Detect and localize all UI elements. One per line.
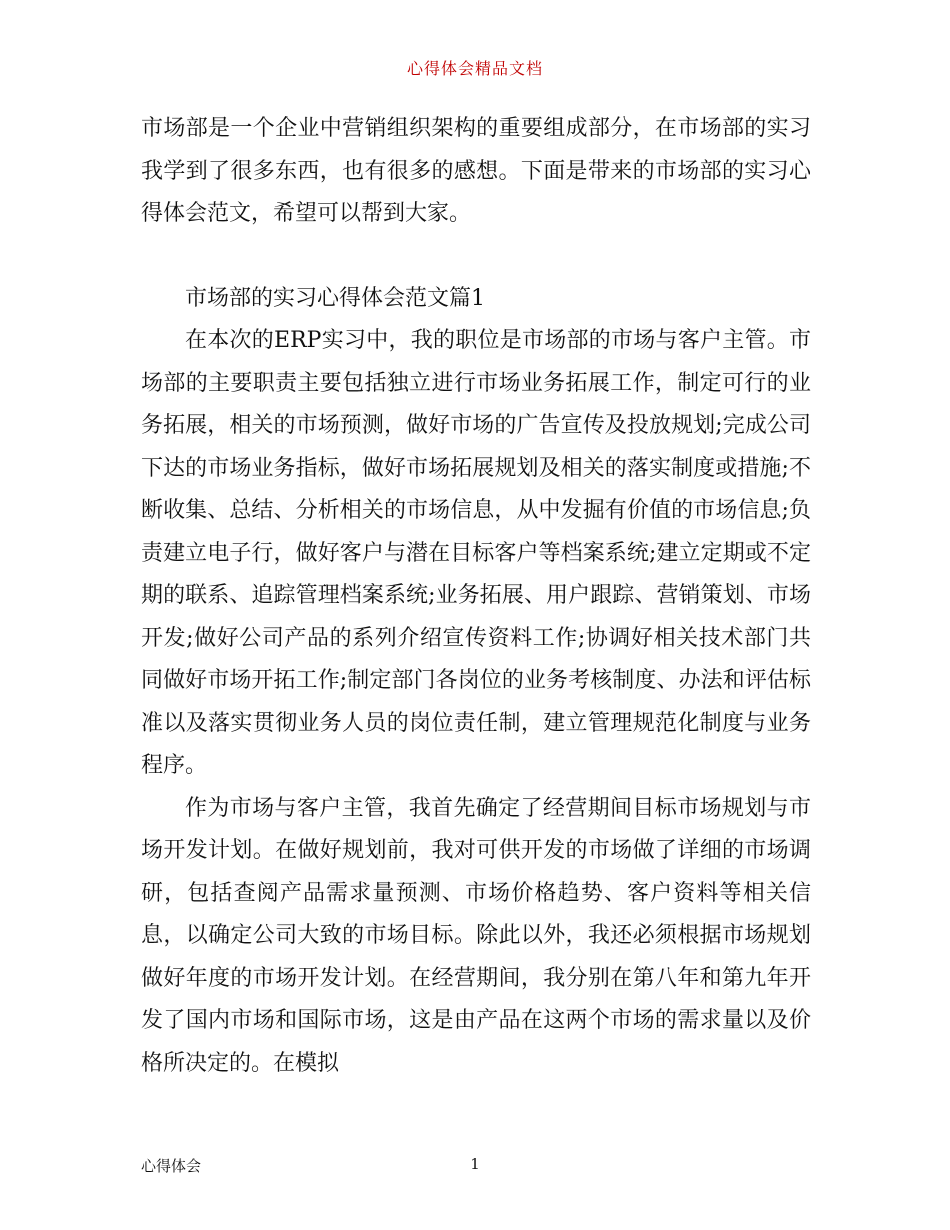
body-paragraph-1: 在本次的ERP实习中，我的职位是市场部的市场与客户主管。市场部的主要职责主要包括独立进行市场业务拓展工作，制定可行的业务拓展，相关的市场预测，做好市场的广告宣传及投放规划;完成公司下达的市场业务指标，做好市场拓展规划及相关的落实制度或措施;不断收集、总结、分析相关的市场信息，从中发掘有价值的市场信息;负责建立电子行，做好客户与潜在目标客户等档案系统;建立定期或不定期的联系、追踪管理档案系统;业务拓展、用户跟踪、营销策划、市场开发;做好公司产品的系列介绍宣传资料工作;协调好相关技术部门共同做好市场开拓工作;制定部门各岗位的业务考核制度、办法和评估标准以及落实贯彻业务人员的岗位责任制，建立管理规范化制度与业务程序。 [141, 328, 811, 778]
document-header-title: 心得体会精品文档 [406, 59, 543, 78]
document-body [141, 108, 811, 1085]
page-number: 1 [470, 1155, 480, 1173]
section-title: 市场部的实习心得体会范文篇1 [185, 285, 485, 311]
body-paragraph-2: 作为市场与客户主管，我首先确定了经营期间目标市场规划与市场开发计划。在做好规划前，我对可供开发的市场做了详细的市场调研，包括查阅产品需求量预测、市场价格趋势、客户资料等相关信息，以确定公司大致的市场目标。除此以外，我还必须根据市场规划做好年度的市场开发计划。在经营期间，我分别在第八年和第九年开发了国内市场和国际市场，这是由产品在这两个市场的需求量以及价格所决定的。在模拟 [141, 795, 811, 1076]
intro-paragraph: 市场部是一个企业中营销组织架构的重要组成部分，在市场部的实习我学到了很多东西，也有很多的感想。下面是带来的市场部的实习心得体会范文，希望可以帮到大家。 [141, 116, 811, 226]
footer-label: 心得体会 [141, 1157, 202, 1175]
